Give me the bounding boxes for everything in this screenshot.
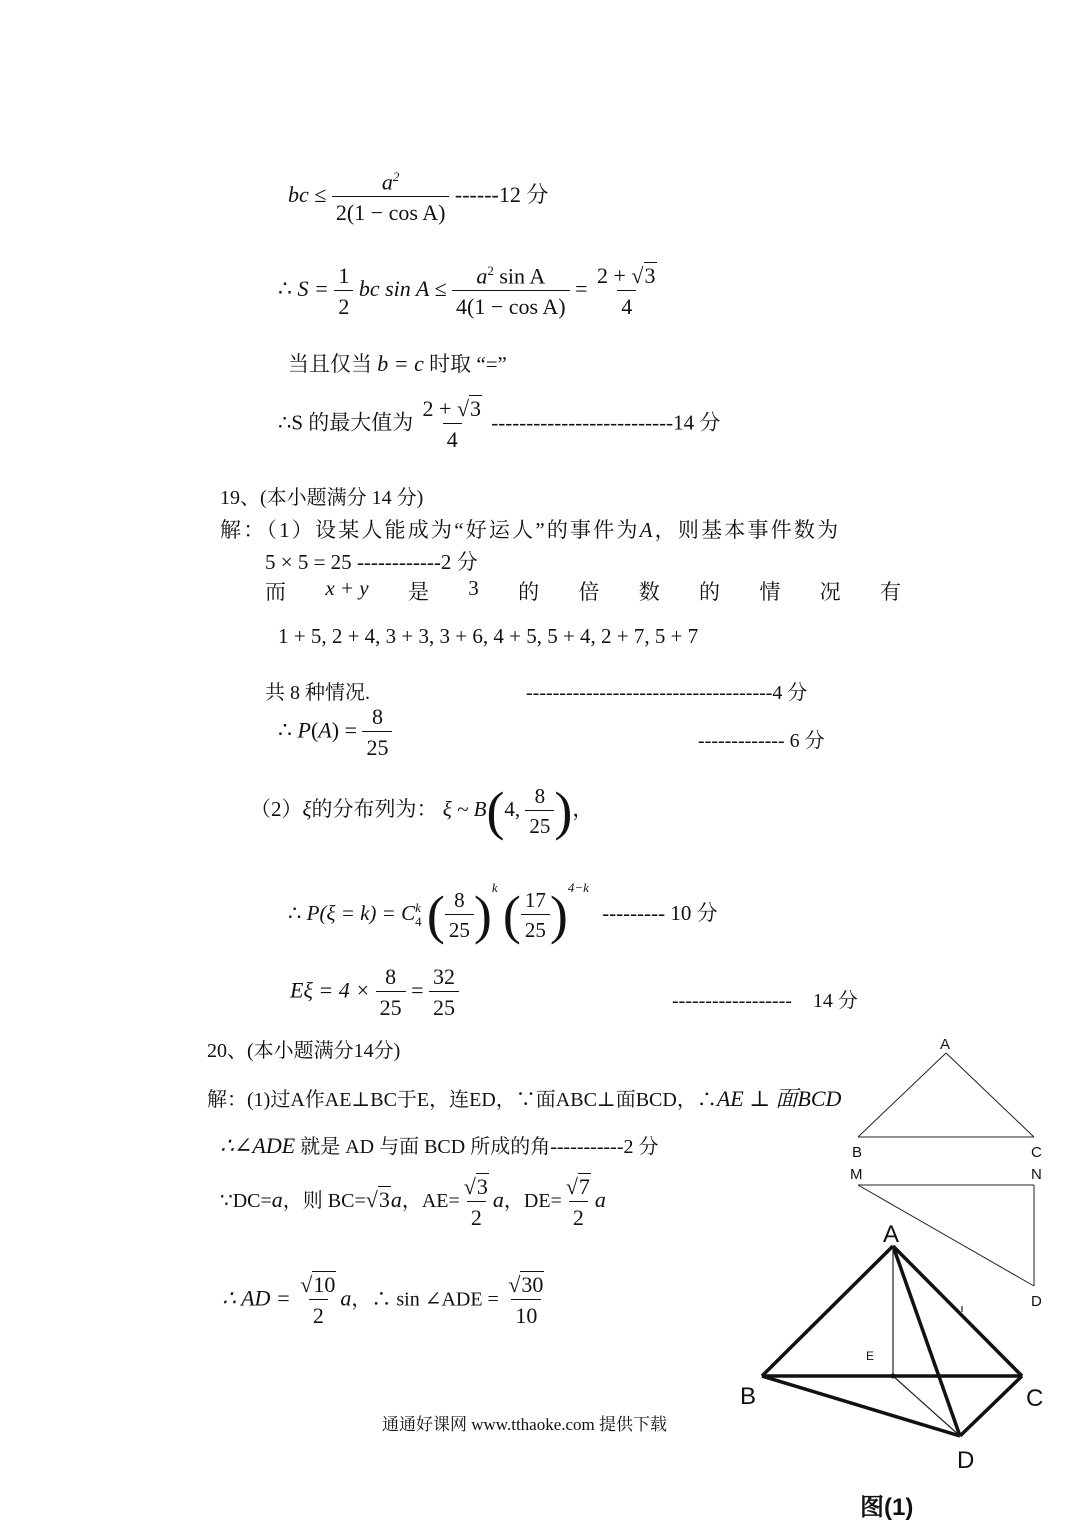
eq-bc-bound: bc ≤ $\frac{a^2}{\text{2(1 − cos A)}}$ ------12 分 — [288, 169, 549, 226]
q19-line3: 而 x + y 是 3 的 倍 数 的 情 况 有 — [265, 576, 901, 604]
footer-source: 通通好课网 www.tthaoke.com 提供下载 — [382, 1415, 668, 1434]
point-e — [891, 1374, 896, 1379]
q19-part2-distribution: （2）ξ的分布列为： ξ ~ B(4, $\frac{8}{25}$ )， — [250, 781, 594, 841]
label-main-b: B — [740, 1383, 757, 1410]
label-m: M — [850, 1166, 863, 1183]
eq-area-bound: ∴ S = $\frac{1}{2}$ bc sin A ≤ $\frac{a^2 \sin A}{\text{4(1 − cos A)}}$ = $\frac{2 + √3}{4}$ — [278, 262, 656, 320]
figure-caption: 图(1) — [860, 1494, 914, 1521]
max-value-line: ∴S 的最大值为 $\frac{2 + √3}{4}$ --------------------------14 分 — [278, 396, 721, 452]
label-n: N — [1031, 1166, 1042, 1183]
label-main-c: C — [1026, 1385, 1044, 1412]
q19-probability: ∴ P(A) = $\frac{8}{25}$ — [278, 706, 392, 759]
label-top-c: C — [1031, 1144, 1042, 1161]
label-mid-d: D — [1031, 1293, 1042, 1310]
score-marker: --------- 10 分 — [602, 901, 718, 925]
label-main-a: A — [883, 1221, 900, 1248]
score-marker: --------------------------14 分 — [491, 410, 721, 435]
score-marker: -----------2 分 — [550, 1136, 659, 1158]
score-marker: -------------------------------------4 分 — [526, 682, 808, 704]
fraction: $\frac{a^2}{\text{2(1 − cos A)}}$ — [332, 170, 450, 224]
label-top-b: B — [852, 1144, 863, 1161]
q19-count: 共 8 种情况. — [265, 682, 370, 704]
score-marker: ------------- 6 分 — [698, 730, 825, 752]
label-top-a: A — [940, 1036, 951, 1053]
q19-pmf: ∴ P(ξ = k) = C k 4 ( $\frac{8}{25}$ )$^k$ ( $\frac{17}{25}$ )$^{4-k}$ --------- 10 分 — [288, 880, 718, 946]
q20-title: 20、(本小题满分14分) — [207, 1040, 401, 1062]
q20-line4: ∴ AD = $\frac{√10}{2}$ a，∴ sin ∠ADE = $\frac{√30}{10}$ — [222, 1272, 544, 1328]
score-marker: ------12 分 — [454, 182, 549, 208]
score-marker: ------------2 分 — [356, 550, 478, 574]
label-main-d: D — [957, 1447, 975, 1474]
q19-expectation: Eξ = 4 × $\frac{8}{25}$ = $\frac{32}{25}$ — [290, 966, 459, 1019]
q20-line1: 解：(1)过A作AE⊥BC于E，连ED，∵面ABC⊥面BCD，∴AE ⊥ 面BCD — [207, 1086, 842, 1111]
q20-line2: ∴∠ADE 就是 AD 与面 BCD 所成的角-----------2 分 — [220, 1133, 659, 1158]
q19-line1: 解：（1）设某人能成为“好运人”的事件为A，则基本事件数为 — [220, 518, 841, 542]
q20-line3: ∵DC=a，则 BC=√3a，AE= $\frac{√3}{2}$ a，DE= $\frac{√7}{2}$ a — [220, 1174, 606, 1230]
score-marker: ------------------ 14 分 — [672, 990, 858, 1012]
q19-line2: 5 × 5 = 25 ------------2 分 — [265, 550, 478, 574]
equality-condition: 当且仅当 b = c 时取 “=” — [288, 351, 507, 376]
label-main-e: E — [866, 1349, 875, 1363]
q19-title: 19、(本小题满分 14 分) — [220, 487, 424, 509]
q19-cases: 1 + 5, 2 + 4, 3 + 3, 3 + 6, 4 + 5, 5 + 4, 2 + 7, 5 + 7 — [278, 624, 699, 648]
